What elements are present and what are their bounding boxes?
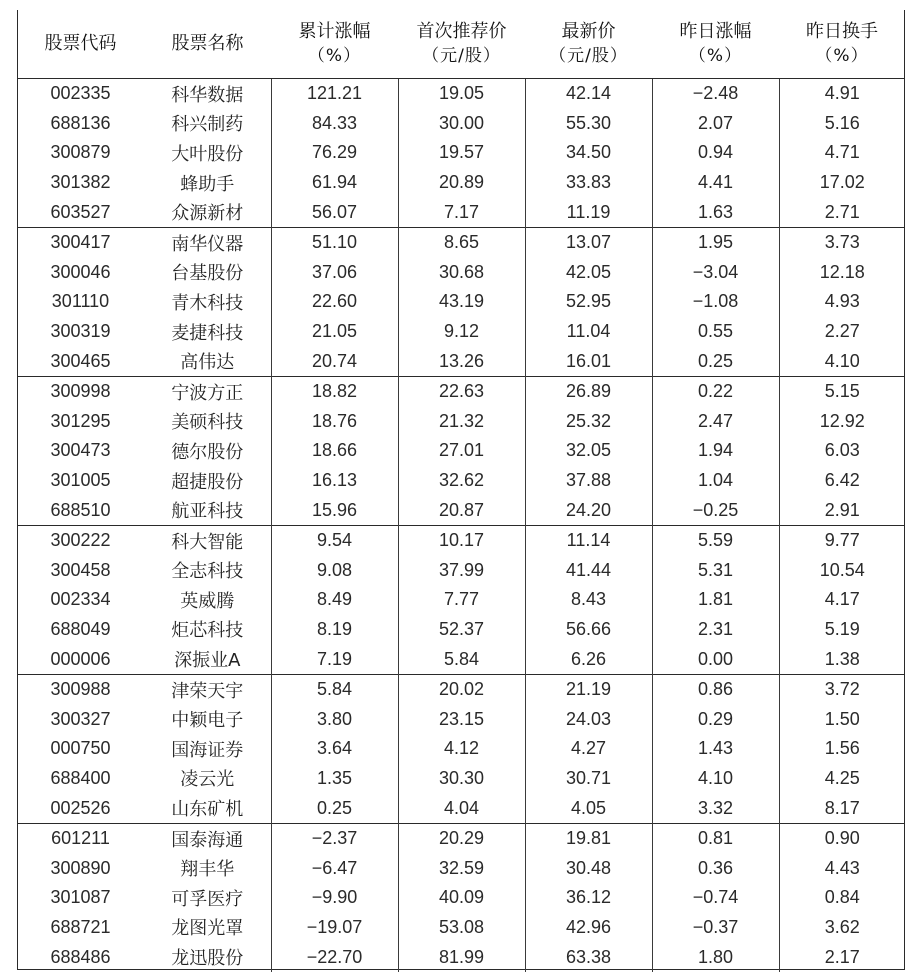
cell-stock-name: 青木科技 bbox=[171, 292, 244, 314]
header-yesterday-gain-unit: （%） bbox=[688, 46, 743, 66]
cell-stock-code: 300319 bbox=[50, 321, 111, 342]
table-row bbox=[17, 138, 905, 168]
cell-stock-code: 688049 bbox=[50, 618, 111, 639]
cell-stock-code: 603527 bbox=[50, 201, 111, 222]
cell-yesterday-gain: 2.07 bbox=[652, 109, 779, 139]
cell-first-price: 20.87 bbox=[398, 495, 525, 525]
cell-yesterday-gain: 0.81 bbox=[652, 823, 779, 853]
cell-yesterday-turnover: 6.42 bbox=[779, 466, 905, 496]
cell-stock-code: 002334 bbox=[50, 589, 111, 610]
cell-stock-name: 龙图光罩 bbox=[171, 918, 244, 940]
cell-latest-price: 21.19 bbox=[525, 674, 652, 704]
cell-first-price: 37.99 bbox=[398, 556, 525, 586]
cell-yesterday-turnover: 0.84 bbox=[779, 883, 905, 913]
table-row bbox=[17, 109, 905, 139]
cell-stock-code: 688400 bbox=[50, 767, 111, 788]
header-yesterday-turnover: 昨日换手 （%） bbox=[779, 10, 905, 79]
cell-latest-price: 42.96 bbox=[525, 913, 652, 943]
cell-cumulative-gain: 0.25 bbox=[271, 793, 398, 823]
cell-cumulative-gain: 18.66 bbox=[271, 436, 398, 466]
cell-first-price: 52.37 bbox=[398, 615, 525, 645]
cell-stock-name: 台基股份 bbox=[171, 263, 244, 285]
cell-yesterday-turnover: 4.93 bbox=[779, 287, 905, 317]
cell-yesterday-gain: 0.25 bbox=[652, 346, 779, 376]
cell-yesterday-gain: 0.36 bbox=[652, 853, 779, 883]
cell-stock-code: 300988 bbox=[17, 674, 144, 704]
cell-latest-price: 26.89 bbox=[525, 376, 652, 406]
cell-cumulative-gain: −9.90 bbox=[271, 883, 398, 913]
cell-first-price: 20.89 bbox=[398, 168, 525, 198]
cell-yesterday-gain: 2.31 bbox=[652, 615, 779, 645]
cell-stock-name: 英威腾 bbox=[180, 590, 235, 612]
cell-stock-name: 科华数据 bbox=[171, 84, 244, 106]
cell-cumulative-gain: 15.96 bbox=[271, 495, 398, 525]
table-row bbox=[17, 287, 905, 317]
table-row bbox=[17, 258, 905, 288]
cell-latest-price: 4.05 bbox=[525, 793, 652, 823]
cell-stock-name: 众源新材 bbox=[171, 203, 244, 225]
header-cumulative-gain: 累计涨幅 （%） bbox=[271, 10, 398, 79]
cell-yesterday-turnover: 17.02 bbox=[779, 168, 905, 198]
table-row bbox=[17, 764, 905, 794]
table-row bbox=[17, 346, 905, 376]
cell-first-price: 5.84 bbox=[398, 644, 525, 674]
table-row bbox=[17, 436, 905, 466]
cell-latest-price: 33.83 bbox=[525, 168, 652, 198]
cell-yesterday-gain: 1.94 bbox=[652, 436, 779, 466]
cell-latest-price: 42.05 bbox=[525, 258, 652, 288]
cell-stock-code: 300458 bbox=[50, 559, 111, 580]
cell-first-price: 30.30 bbox=[398, 764, 525, 794]
cell-stock-name: 国泰海通 bbox=[144, 823, 271, 853]
cell-yesterday-turnover: 0.90 bbox=[779, 823, 905, 853]
cell-yesterday-turnover: 1.38 bbox=[779, 644, 905, 674]
cell-yesterday-gain: 4.41 bbox=[652, 168, 779, 198]
table-row bbox=[17, 674, 905, 704]
header-first-recommend-price: 首次推荐价 （元/股） bbox=[398, 10, 525, 79]
cell-cumulative-gain: 3.64 bbox=[271, 734, 398, 764]
cell-stock-name: 蜂助手 bbox=[180, 173, 235, 195]
cell-yesterday-gain: 4.10 bbox=[652, 764, 779, 794]
cell-latest-price: 42.14 bbox=[525, 79, 652, 109]
cell-first-price: 20.29 bbox=[398, 823, 525, 853]
cell-yesterday-turnover: 9.77 bbox=[779, 525, 905, 555]
cell-yesterday-gain: 0.00 bbox=[652, 644, 779, 674]
cell-yesterday-turnover: 5.19 bbox=[779, 615, 905, 645]
cell-cumulative-gain: 3.80 bbox=[271, 704, 398, 734]
cell-latest-price: 63.38 bbox=[525, 942, 652, 972]
cell-stock-code: 300327 bbox=[50, 708, 111, 729]
cell-yesterday-gain: 1.43 bbox=[652, 734, 779, 764]
cell-first-price: 43.19 bbox=[398, 287, 525, 317]
cell-yesterday-turnover: 4.17 bbox=[779, 585, 905, 615]
cell-stock-name: 国海证券 bbox=[171, 739, 244, 761]
cell-yesterday-gain: −3.04 bbox=[652, 258, 779, 288]
cell-cumulative-gain: 8.19 bbox=[271, 615, 398, 645]
cell-yesterday-gain: 3.32 bbox=[652, 793, 779, 823]
cell-latest-price: 24.03 bbox=[525, 704, 652, 734]
cell-yesterday-gain: 0.94 bbox=[652, 138, 779, 168]
cell-yesterday-turnover: 6.03 bbox=[779, 436, 905, 466]
cell-first-price: 23.15 bbox=[398, 704, 525, 734]
cell-first-price: 30.00 bbox=[398, 109, 525, 139]
cell-yesterday-gain: −0.37 bbox=[652, 913, 779, 943]
table-row bbox=[17, 615, 905, 645]
table-row bbox=[17, 793, 905, 823]
cell-stock-name: 宁波方正 bbox=[144, 376, 271, 406]
cell-stock-name: 科大智能 bbox=[144, 525, 271, 555]
cell-cumulative-gain: −2.37 bbox=[271, 823, 398, 853]
cell-yesterday-turnover: 2.17 bbox=[779, 942, 905, 972]
cell-first-price: 32.62 bbox=[398, 466, 525, 496]
cell-stock-code: 300046 bbox=[50, 261, 111, 282]
table-row bbox=[17, 168, 905, 198]
header-latest-price-unit: （元/股） bbox=[549, 46, 628, 66]
cell-cumulative-gain: 56.07 bbox=[271, 197, 398, 227]
cell-latest-price: 4.27 bbox=[525, 734, 652, 764]
cell-latest-price: 13.07 bbox=[525, 227, 652, 257]
cell-yesterday-turnover: 10.54 bbox=[779, 556, 905, 586]
cell-stock-code: 300417 bbox=[17, 227, 144, 257]
table-row bbox=[17, 734, 905, 764]
cell-latest-price: 6.26 bbox=[525, 644, 652, 674]
cell-latest-price: 56.66 bbox=[525, 615, 652, 645]
header-first-price-unit: （元/股） bbox=[422, 46, 501, 66]
table-body bbox=[17, 79, 905, 972]
cell-yesterday-turnover: 4.91 bbox=[779, 79, 905, 109]
cell-stock-name: 麦捷科技 bbox=[171, 322, 244, 344]
cell-cumulative-gain: 9.08 bbox=[271, 556, 398, 586]
cell-latest-price: 30.48 bbox=[525, 853, 652, 883]
cell-first-price: 7.17 bbox=[398, 197, 525, 227]
cell-yesterday-turnover: 1.50 bbox=[779, 704, 905, 734]
cell-yesterday-gain: 2.47 bbox=[652, 407, 779, 437]
cell-yesterday-gain: 0.86 bbox=[652, 674, 779, 704]
cell-latest-price: 32.05 bbox=[525, 436, 652, 466]
cell-yesterday-turnover: 3.62 bbox=[779, 913, 905, 943]
table-row bbox=[17, 585, 905, 615]
cell-latest-price: 11.04 bbox=[525, 317, 652, 347]
cell-yesterday-gain: 5.59 bbox=[652, 525, 779, 555]
cell-stock-code: 301382 bbox=[50, 172, 111, 193]
table-row bbox=[17, 317, 905, 347]
cell-first-price: 27.01 bbox=[398, 436, 525, 466]
cell-yesterday-turnover: 8.17 bbox=[779, 793, 905, 823]
cell-yesterday-turnover: 12.18 bbox=[779, 258, 905, 288]
cell-first-price: 19.57 bbox=[398, 138, 525, 168]
cell-yesterday-turnover: 4.43 bbox=[779, 853, 905, 883]
cell-cumulative-gain: 22.60 bbox=[271, 287, 398, 317]
cell-stock-name: 炬芯科技 bbox=[171, 620, 244, 642]
cell-first-price: 53.08 bbox=[398, 913, 525, 943]
table-row bbox=[17, 853, 905, 883]
cell-yesterday-gain: 0.29 bbox=[652, 704, 779, 734]
table-header bbox=[17, 10, 905, 79]
cell-first-price: 21.32 bbox=[398, 407, 525, 437]
cell-cumulative-gain: 37.06 bbox=[271, 258, 398, 288]
cell-stock-name: 高伟达 bbox=[180, 352, 235, 374]
table-row bbox=[17, 79, 905, 109]
cell-yesterday-gain: 1.04 bbox=[652, 466, 779, 496]
cell-yesterday-turnover: 2.27 bbox=[779, 317, 905, 347]
cell-stock-code: 301087 bbox=[50, 887, 111, 908]
cell-latest-price: 16.01 bbox=[525, 346, 652, 376]
cell-first-price: 20.02 bbox=[398, 674, 525, 704]
cell-latest-price: 34.50 bbox=[525, 138, 652, 168]
cell-yesterday-turnover: 4.25 bbox=[779, 764, 905, 794]
cell-yesterday-gain: −2.48 bbox=[652, 79, 779, 109]
cell-latest-price: 11.19 bbox=[525, 197, 652, 227]
cell-first-price: 81.99 bbox=[398, 942, 525, 972]
cell-cumulative-gain: 21.05 bbox=[271, 317, 398, 347]
cell-stock-name: 大叶股份 bbox=[171, 143, 244, 165]
header-yesterday-turnover-unit: （%） bbox=[815, 46, 869, 66]
cell-yesterday-gain: 1.80 bbox=[652, 942, 779, 972]
cell-cumulative-gain: 7.19 bbox=[271, 644, 398, 674]
cell-yesterday-turnover: 2.91 bbox=[779, 495, 905, 525]
cell-yesterday-gain: 5.31 bbox=[652, 556, 779, 586]
table-row bbox=[17, 495, 905, 525]
cell-stock-name: 深振业A bbox=[174, 650, 241, 672]
cell-stock-code: 000006 bbox=[50, 648, 111, 669]
cell-latest-price: 55.30 bbox=[525, 109, 652, 139]
cell-stock-name: 山东矿机 bbox=[171, 799, 244, 821]
cell-first-price: 13.26 bbox=[398, 346, 525, 376]
table-row bbox=[17, 823, 905, 853]
cell-yesterday-turnover: 5.16 bbox=[779, 109, 905, 139]
cell-stock-code: 688486 bbox=[50, 946, 111, 967]
cell-latest-price: 30.71 bbox=[525, 764, 652, 794]
cell-yesterday-turnover: 3.73 bbox=[779, 227, 905, 257]
cell-cumulative-gain: 18.82 bbox=[271, 376, 398, 406]
cell-cumulative-gain: 61.94 bbox=[271, 168, 398, 198]
cell-stock-name: 中颖电子 bbox=[171, 710, 244, 732]
cell-latest-price: 36.12 bbox=[525, 883, 652, 913]
cell-cumulative-gain: 51.10 bbox=[271, 227, 398, 257]
cell-cumulative-gain: 76.29 bbox=[271, 138, 398, 168]
cell-stock-code: 300879 bbox=[50, 142, 111, 163]
cell-first-price: 4.04 bbox=[398, 793, 525, 823]
cell-yesterday-turnover: 4.10 bbox=[779, 346, 905, 376]
cell-yesterday-gain: 0.55 bbox=[652, 317, 779, 347]
header-stock-code: 股票代码 bbox=[17, 10, 144, 79]
cell-first-price: 4.12 bbox=[398, 734, 525, 764]
header-latest-price: 最新价 （元/股） bbox=[525, 10, 652, 79]
cell-first-price: 32.59 bbox=[398, 853, 525, 883]
table-row bbox=[17, 466, 905, 496]
header-cumulative-gain-unit: （%） bbox=[307, 46, 362, 66]
cell-first-price: 8.65 bbox=[398, 227, 525, 257]
cell-stock-name: 科兴制药 bbox=[171, 114, 244, 136]
cell-yesterday-turnover: 4.71 bbox=[779, 138, 905, 168]
cell-stock-code: 002526 bbox=[50, 797, 111, 818]
cell-first-price: 30.68 bbox=[398, 258, 525, 288]
cell-latest-price: 52.95 bbox=[525, 287, 652, 317]
cell-yesterday-turnover: 12.92 bbox=[779, 407, 905, 437]
table-row bbox=[17, 883, 905, 913]
cell-stock-code: 688510 bbox=[50, 499, 111, 520]
cell-stock-name: 津荣天宇 bbox=[144, 674, 271, 704]
cell-yesterday-turnover: 1.56 bbox=[779, 734, 905, 764]
cell-cumulative-gain: 18.76 bbox=[271, 407, 398, 437]
cell-yesterday-gain: −0.74 bbox=[652, 883, 779, 913]
cell-cumulative-gain: 121.21 bbox=[271, 79, 398, 109]
cell-latest-price: 41.44 bbox=[525, 556, 652, 586]
table-row bbox=[17, 913, 905, 943]
stock-recommendation-table bbox=[17, 10, 905, 972]
cell-stock-name: 超捷股份 bbox=[171, 471, 244, 493]
cell-stock-name: 翔丰华 bbox=[180, 859, 235, 881]
cell-stock-code: 300890 bbox=[50, 857, 111, 878]
cell-latest-price: 37.88 bbox=[525, 466, 652, 496]
cell-yesterday-gain: −1.08 bbox=[652, 287, 779, 317]
header-stock-name: 股票名称 bbox=[144, 10, 271, 79]
cell-stock-name: 南华仪器 bbox=[144, 227, 271, 257]
cell-latest-price: 8.43 bbox=[525, 585, 652, 615]
cell-stock-code: 688136 bbox=[50, 112, 111, 133]
cell-stock-code: 301110 bbox=[51, 291, 110, 312]
cell-yesterday-turnover: 3.72 bbox=[779, 674, 905, 704]
cell-stock-code: 002335 bbox=[50, 83, 111, 104]
cell-stock-code: 601211 bbox=[17, 823, 144, 853]
table-row bbox=[17, 407, 905, 437]
cell-yesterday-gain: −0.25 bbox=[652, 495, 779, 525]
cell-yesterday-gain: 1.63 bbox=[652, 197, 779, 227]
cell-latest-price: 11.14 bbox=[525, 525, 652, 555]
cell-cumulative-gain: 20.74 bbox=[271, 346, 398, 376]
cell-stock-name: 美硕科技 bbox=[171, 412, 244, 434]
cell-yesterday-turnover: 5.15 bbox=[779, 376, 905, 406]
cell-latest-price: 24.20 bbox=[525, 495, 652, 525]
cell-cumulative-gain: 9.54 bbox=[271, 525, 398, 555]
header-yesterday-gain: 昨日涨幅 （%） bbox=[652, 10, 779, 79]
cell-yesterday-turnover: 2.71 bbox=[779, 197, 905, 227]
table-row bbox=[17, 556, 905, 586]
table-row bbox=[17, 525, 905, 555]
cell-stock-code: 301005 bbox=[50, 470, 111, 491]
cell-first-price: 40.09 bbox=[398, 883, 525, 913]
table-row bbox=[17, 704, 905, 734]
cell-first-price: 19.05 bbox=[398, 79, 525, 109]
table-row bbox=[17, 376, 905, 406]
cell-cumulative-gain: 8.49 bbox=[271, 585, 398, 615]
table-row bbox=[17, 942, 905, 972]
cell-stock-code: 300473 bbox=[50, 440, 111, 461]
cell-cumulative-gain: −6.47 bbox=[271, 853, 398, 883]
cell-stock-code: 688721 bbox=[50, 916, 111, 937]
cell-cumulative-gain: −22.70 bbox=[271, 942, 398, 972]
cell-stock-code: 301295 bbox=[50, 410, 111, 431]
table-row bbox=[17, 644, 905, 674]
cell-stock-code: 000750 bbox=[50, 738, 111, 759]
cell-cumulative-gain: 16.13 bbox=[271, 466, 398, 496]
cell-yesterday-gain: 1.81 bbox=[652, 585, 779, 615]
cell-stock-code: 300465 bbox=[50, 350, 111, 371]
cell-latest-price: 19.81 bbox=[525, 823, 652, 853]
cell-cumulative-gain: −19.07 bbox=[271, 913, 398, 943]
cell-stock-name: 可孚医疗 bbox=[171, 888, 244, 910]
table-row bbox=[17, 227, 905, 257]
cell-cumulative-gain: 5.84 bbox=[271, 674, 398, 704]
cell-yesterday-gain: 1.95 bbox=[652, 227, 779, 257]
cell-first-price: 22.63 bbox=[398, 376, 525, 406]
cell-stock-name: 全志科技 bbox=[171, 561, 244, 583]
cell-first-price: 7.77 bbox=[398, 585, 525, 615]
cell-stock-name: 航亚科技 bbox=[171, 501, 244, 523]
cell-cumulative-gain: 1.35 bbox=[271, 764, 398, 794]
table-row bbox=[17, 197, 905, 227]
cell-cumulative-gain: 84.33 bbox=[271, 109, 398, 139]
cell-latest-price: 25.32 bbox=[525, 407, 652, 437]
cell-stock-code: 300222 bbox=[17, 525, 144, 555]
cell-stock-code: 300998 bbox=[17, 376, 144, 406]
cell-stock-name: 凌云光 bbox=[180, 769, 235, 791]
cell-yesterday-gain: 0.22 bbox=[652, 376, 779, 406]
cell-stock-name: 德尔股份 bbox=[171, 441, 244, 463]
cell-stock-name: 龙迅股份 bbox=[171, 948, 244, 970]
cell-first-price: 9.12 bbox=[398, 317, 525, 347]
cell-first-price: 10.17 bbox=[398, 525, 525, 555]
